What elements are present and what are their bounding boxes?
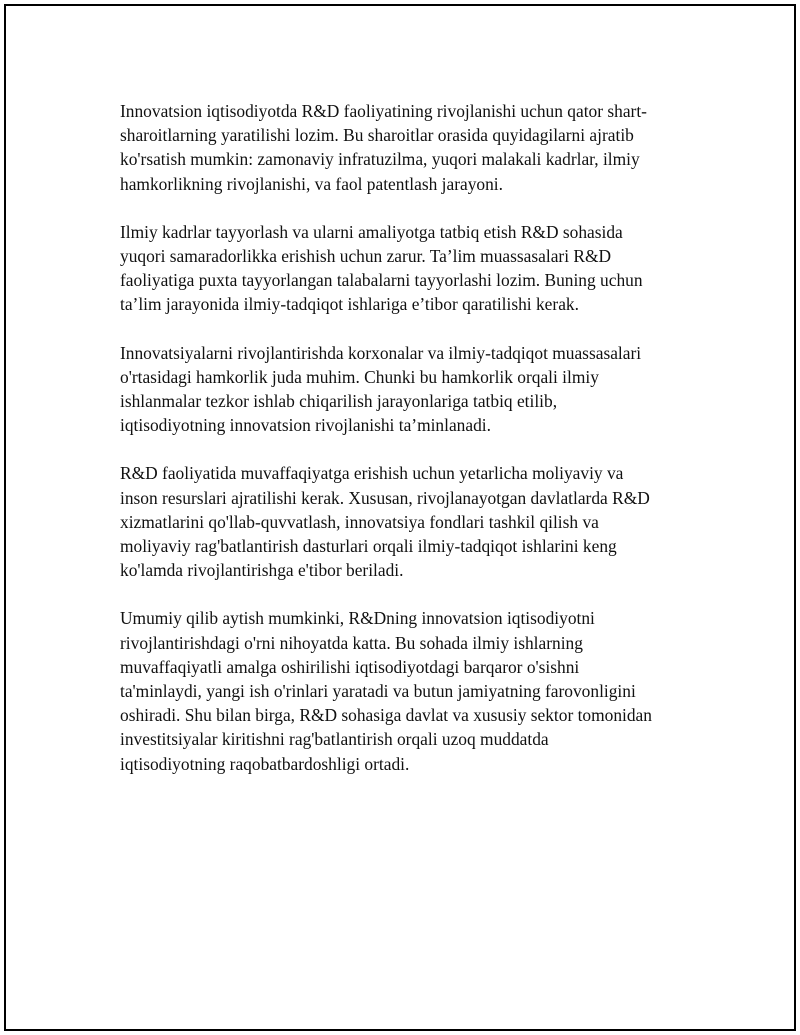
paragraph-5: Umumiy qilib aytish mumkinki, R&Dning innovatsion iqtisodiyotni rivojlantirishdagi o'rni nihoyatda katta. Bu sohada ilmiy ishlarning muvaffaqiyatli amalga oshirilishi iqtisodiyotdagi barqaror o'sishni ta'minlaydi, yangi ish o'rinlari yaratadi va butun jamiyatning farovonligini oshiradi. Shu bilan birga, R&D sohasiga davlat va xususiy sektor tomonidan investitsiyalar kiritishni rag'batlantirish orqali uzoq muddatda iqtisodiyotning raqobatbardoshligi ortadi.	[120, 608, 652, 774]
paragraph-1: Innovatsion iqtisodiyotda R&D faoliyatining rivojlanishi uchun qator shart- sharoitlarning yaratilishi lozim. Bu sharoitlar orasida quyidagilarni ajratib ko'rsatish mumkin: zamonaviy infratuzilma, yuqori malakali kadrlar, ilmiy hamkorlikning rivojlanishi, va faol patentlash jarayoni.	[120, 101, 647, 194]
paragraph-3: Innovatsiyalarni rivojlantirishda korxonalar va ilmiy-tadqiqot muassasalari o'rtasidagi hamkorlik juda muhim. Chunki bu hamkorlik orqali ilmiy ishlanmalar tezkor ishlab chiqarilish jarayonlariga tatbiq etilib, iqtisodiyotning innovatsion rivojlanishi ta’minlanadi.	[120, 342, 642, 436]
paragraph-2: Ilmiy kadrlar tayyorlash va ularni amaliyotga tatbiq etish R&D sohasida yuqori samaradorlikka erishish uchun zarur. Ta’lim muassasalari R&D faoliyatiga puxta tayyorlangan talabalarni tayyorlashi lozim. Buning uchun ta’lim jarayonida ilmiy-tadqiqot ishlariga e’tibor qaratilishi kerak.	[120, 221, 643, 315]
document-body	[120, 99, 700, 800]
paragraph-4: R&D faoliyatida muvaffaqiyatga erishish uchun yetarlicha moliyaviy va inson resurslari ajratilishi kerak. Xususan, rivojlanayotgan davlatlarda R&D xizmatlarini qo'llab-quvvatlash, innovatsiya fondlari tashkil qilish va moliyaviy rag'batlantirish dasturlari orqali ilmiy-tadqiqot ishlarini keng ko'lamda rivojlantirishga e'tibor beriladi.	[120, 463, 650, 581]
page-frame	[4, 4, 796, 1031]
